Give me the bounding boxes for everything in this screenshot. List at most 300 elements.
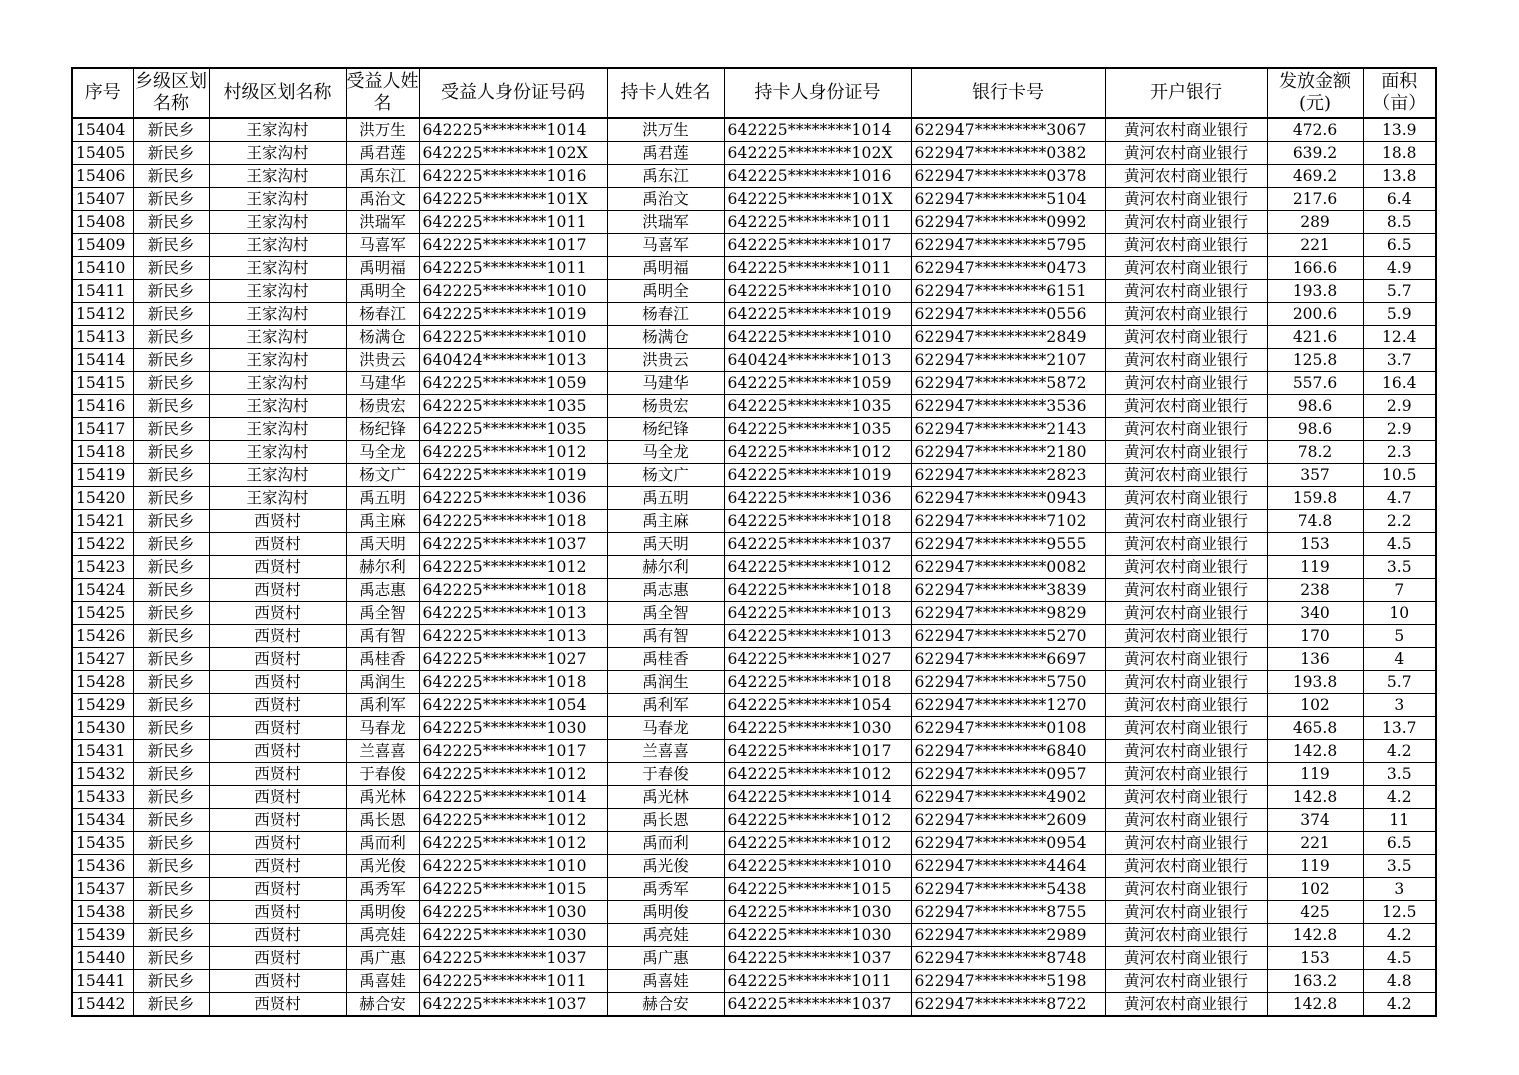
cell-bank-card-no: 622947*********8755 — [911, 901, 1105, 924]
cell-area: 12.4 — [1363, 326, 1436, 349]
cell-township: 新民乡 — [133, 901, 209, 924]
cell-bank: 黄河农村商业银行 — [1105, 625, 1267, 648]
cell-bank: 黄河农村商业银行 — [1105, 118, 1267, 142]
cell-beneficiary-name: 禹长恩 — [346, 809, 419, 832]
cell-cardholder-id: 642225********1035 — [724, 418, 911, 441]
cell-serial-no: 15413 — [72, 326, 133, 349]
cell-beneficiary-name: 禹天明 — [346, 533, 419, 556]
cell-village: 王家沟村 — [209, 257, 346, 280]
cell-cardholder-id: 642225********1010 — [724, 326, 911, 349]
header-area: 面积（亩） — [1363, 68, 1436, 118]
table-row — [72, 142, 1436, 165]
cell-bank-card-no: 622947*********5104 — [911, 188, 1105, 211]
cell-serial-no: 15412 — [72, 303, 133, 326]
cell-township: 新民乡 — [133, 648, 209, 671]
table-row — [72, 901, 1436, 924]
cell-beneficiary-name: 禹明俊 — [346, 901, 419, 924]
cell-beneficiary-id: 642225********1030 — [419, 717, 607, 740]
cell-amount: 119 — [1267, 556, 1363, 579]
table-row — [72, 625, 1436, 648]
cell-serial-no: 15421 — [72, 510, 133, 533]
cell-cardholder-name: 杨贵宏 — [607, 395, 724, 418]
cell-cardholder-id: 642225********1019 — [724, 303, 911, 326]
cell-area: 12.5 — [1363, 901, 1436, 924]
cell-village: 王家沟村 — [209, 118, 346, 142]
cell-serial-no: 15426 — [72, 625, 133, 648]
table-row — [72, 165, 1436, 188]
cell-beneficiary-id: 642225********1030 — [419, 924, 607, 947]
header-serial-no: 序号 — [72, 68, 133, 118]
cell-amount: 98.6 — [1267, 395, 1363, 418]
cell-area: 3 — [1363, 694, 1436, 717]
cell-beneficiary-name: 于春俊 — [346, 763, 419, 786]
cell-serial-no: 15423 — [72, 556, 133, 579]
cell-village: 西贤村 — [209, 763, 346, 786]
cell-amount: 193.8 — [1267, 280, 1363, 303]
header-bank-card-no: 银行卡号 — [911, 68, 1105, 118]
cell-cardholder-name: 兰喜喜 — [607, 740, 724, 763]
cell-bank: 黄河农村商业银行 — [1105, 602, 1267, 625]
cell-cardholder-name: 马喜军 — [607, 234, 724, 257]
cell-village: 王家沟村 — [209, 165, 346, 188]
table-row — [72, 602, 1436, 625]
cell-area: 2.9 — [1363, 418, 1436, 441]
cell-bank-card-no: 622947*********0473 — [911, 257, 1105, 280]
cell-beneficiary-name: 禹主麻 — [346, 510, 419, 533]
cell-beneficiary-id: 642225********1035 — [419, 418, 607, 441]
cell-beneficiary-id: 642225********1037 — [419, 533, 607, 556]
table-row — [72, 372, 1436, 395]
cell-serial-no: 15420 — [72, 487, 133, 510]
cell-serial-no: 15441 — [72, 970, 133, 993]
cell-cardholder-name: 马春龙 — [607, 717, 724, 740]
table-body — [72, 118, 1436, 1016]
cell-bank-card-no: 622947*********2143 — [911, 418, 1105, 441]
cell-amount: 153 — [1267, 947, 1363, 970]
cell-area: 13.8 — [1363, 165, 1436, 188]
cell-village: 西贤村 — [209, 970, 346, 993]
cell-beneficiary-id: 642225********1019 — [419, 464, 607, 487]
cell-cardholder-name: 洪贵云 — [607, 349, 724, 372]
cell-bank: 黄河农村商业银行 — [1105, 510, 1267, 533]
cell-cardholder-id: 642225********1011 — [724, 970, 911, 993]
cell-cardholder-id: 642225********1010 — [724, 280, 911, 303]
cell-beneficiary-id: 642225********1030 — [419, 901, 607, 924]
cell-bank-card-no: 622947*********2849 — [911, 326, 1105, 349]
table-row — [72, 441, 1436, 464]
cell-cardholder-name: 禹有智 — [607, 625, 724, 648]
cell-area: 4 — [1363, 648, 1436, 671]
table-row — [72, 280, 1436, 303]
cell-bank-card-no: 622947*********6697 — [911, 648, 1105, 671]
cell-cardholder-id: 642225********1016 — [724, 165, 911, 188]
cell-amount: 193.8 — [1267, 671, 1363, 694]
cell-area: 6.5 — [1363, 832, 1436, 855]
table-row — [72, 579, 1436, 602]
cell-beneficiary-name: 禹喜娃 — [346, 970, 419, 993]
header-beneficiary-name: 受益人姓名 — [346, 68, 419, 118]
cell-amount: 102 — [1267, 694, 1363, 717]
cell-cardholder-id: 642225********1054 — [724, 694, 911, 717]
cell-serial-no: 15404 — [72, 118, 133, 142]
cell-cardholder-id: 642225********1013 — [724, 602, 911, 625]
cell-amount: 163.2 — [1267, 970, 1363, 993]
cell-beneficiary-name: 禹五明 — [346, 487, 419, 510]
cell-area: 6.5 — [1363, 234, 1436, 257]
cell-cardholder-name: 禹秀军 — [607, 878, 724, 901]
cell-beneficiary-id: 642225********1017 — [419, 234, 607, 257]
cell-amount: 425 — [1267, 901, 1363, 924]
cell-cardholder-name: 禹全智 — [607, 602, 724, 625]
cell-serial-no: 15429 — [72, 694, 133, 717]
cell-village: 西贤村 — [209, 556, 346, 579]
cell-cardholder-name: 禹明福 — [607, 257, 724, 280]
table-row — [72, 118, 1436, 142]
cell-amount: 221 — [1267, 832, 1363, 855]
cell-township: 新民乡 — [133, 510, 209, 533]
cell-township: 新民乡 — [133, 211, 209, 234]
cell-beneficiary-name: 马全龙 — [346, 441, 419, 464]
cell-cardholder-name: 禹喜娃 — [607, 970, 724, 993]
cell-township: 新民乡 — [133, 188, 209, 211]
cell-cardholder-name: 禹亮娃 — [607, 924, 724, 947]
cell-village: 西贤村 — [209, 625, 346, 648]
cell-area: 10 — [1363, 602, 1436, 625]
header-row — [72, 68, 1436, 118]
cell-village: 王家沟村 — [209, 188, 346, 211]
cell-bank: 黄河农村商业银行 — [1105, 993, 1267, 1017]
cell-amount: 119 — [1267, 763, 1363, 786]
cell-serial-no: 15433 — [72, 786, 133, 809]
cell-serial-no: 15436 — [72, 855, 133, 878]
cell-bank-card-no: 622947*********3067 — [911, 118, 1105, 142]
cell-village: 王家沟村 — [209, 234, 346, 257]
table-row — [72, 303, 1436, 326]
cell-serial-no: 15408 — [72, 211, 133, 234]
cell-beneficiary-id: 642225********1018 — [419, 579, 607, 602]
cell-area: 3.5 — [1363, 556, 1436, 579]
cell-beneficiary-id: 642225********1014 — [419, 118, 607, 142]
cell-village: 西贤村 — [209, 671, 346, 694]
cell-serial-no: 15434 — [72, 809, 133, 832]
cell-bank: 黄河农村商业银行 — [1105, 855, 1267, 878]
cell-amount: 102 — [1267, 878, 1363, 901]
cell-area: 4.5 — [1363, 947, 1436, 970]
cell-cardholder-id: 642225********1017 — [724, 740, 911, 763]
cell-cardholder-id: 642225********1019 — [724, 464, 911, 487]
header-cardholder-name: 持卡人姓名 — [607, 68, 724, 118]
cell-bank: 黄河农村商业银行 — [1105, 556, 1267, 579]
table-row — [72, 464, 1436, 487]
cell-cardholder-name: 马建华 — [607, 372, 724, 395]
cell-amount: 221 — [1267, 234, 1363, 257]
header-village: 村级区划名称 — [209, 68, 346, 118]
cell-village: 西贤村 — [209, 924, 346, 947]
cell-beneficiary-name: 禹而利 — [346, 832, 419, 855]
cell-bank-card-no: 622947*********8748 — [911, 947, 1105, 970]
cell-bank-card-no: 622947*********5872 — [911, 372, 1105, 395]
header-bank: 开户银行 — [1105, 68, 1267, 118]
cell-beneficiary-id: 642225********1013 — [419, 602, 607, 625]
cell-beneficiary-name: 禹光俊 — [346, 855, 419, 878]
cell-township: 新民乡 — [133, 625, 209, 648]
cell-bank-card-no: 622947*********2823 — [911, 464, 1105, 487]
cell-township: 新民乡 — [133, 947, 209, 970]
cell-cardholder-id: 642225********1015 — [724, 878, 911, 901]
cell-area: 2.2 — [1363, 510, 1436, 533]
cell-bank: 黄河农村商业银行 — [1105, 694, 1267, 717]
cell-bank-card-no: 622947*********3536 — [911, 395, 1105, 418]
cell-amount: 217.6 — [1267, 188, 1363, 211]
cell-bank-card-no: 622947*********8722 — [911, 993, 1105, 1017]
cell-bank-card-no: 622947*********5438 — [911, 878, 1105, 901]
cell-beneficiary-id: 642225********1011 — [419, 257, 607, 280]
table-row — [72, 717, 1436, 740]
cell-beneficiary-id: 642225********1012 — [419, 832, 607, 855]
cell-village: 王家沟村 — [209, 303, 346, 326]
table-row — [72, 487, 1436, 510]
cell-bank-card-no: 622947*********7102 — [911, 510, 1105, 533]
cell-beneficiary-name: 禹全智 — [346, 602, 419, 625]
cell-amount: 421.6 — [1267, 326, 1363, 349]
cell-beneficiary-id: 642225********1019 — [419, 303, 607, 326]
cell-bank: 黄河农村商业银行 — [1105, 349, 1267, 372]
cell-beneficiary-id: 642225********1037 — [419, 993, 607, 1017]
cell-bank: 黄河农村商业银行 — [1105, 924, 1267, 947]
cell-bank-card-no: 622947*********2180 — [911, 441, 1105, 464]
cell-amount: 170 — [1267, 625, 1363, 648]
cell-cardholder-id: 642225********101X — [724, 188, 911, 211]
cell-bank-card-no: 622947*********5795 — [911, 234, 1105, 257]
cell-village: 王家沟村 — [209, 211, 346, 234]
cell-beneficiary-id: 642225********1012 — [419, 556, 607, 579]
cell-village: 西贤村 — [209, 901, 346, 924]
cell-beneficiary-id: 642225********1037 — [419, 947, 607, 970]
cell-village: 西贤村 — [209, 809, 346, 832]
cell-cardholder-name: 禹治文 — [607, 188, 724, 211]
cell-bank: 黄河农村商业银行 — [1105, 878, 1267, 901]
cell-township: 新民乡 — [133, 671, 209, 694]
cell-cardholder-id: 642225********1017 — [724, 234, 911, 257]
cell-bank-card-no: 622947*********4464 — [911, 855, 1105, 878]
table-row — [72, 878, 1436, 901]
cell-bank: 黄河农村商业银行 — [1105, 303, 1267, 326]
cell-bank-card-no: 622947*********3839 — [911, 579, 1105, 602]
cell-serial-no: 15427 — [72, 648, 133, 671]
cell-serial-no: 15418 — [72, 441, 133, 464]
cell-amount: 465.8 — [1267, 717, 1363, 740]
cell-bank: 黄河农村商业银行 — [1105, 395, 1267, 418]
cell-serial-no: 15437 — [72, 878, 133, 901]
cell-beneficiary-id: 640424********1013 — [419, 349, 607, 372]
cell-cardholder-name: 禹主麻 — [607, 510, 724, 533]
cell-cardholder-name: 杨文广 — [607, 464, 724, 487]
cell-village: 王家沟村 — [209, 326, 346, 349]
cell-area: 3 — [1363, 878, 1436, 901]
cell-beneficiary-name: 马建华 — [346, 372, 419, 395]
cell-village: 王家沟村 — [209, 395, 346, 418]
cell-bank-card-no: 622947*********5750 — [911, 671, 1105, 694]
cell-cardholder-name: 洪万生 — [607, 118, 724, 142]
cell-township: 新民乡 — [133, 579, 209, 602]
cell-cardholder-id: 642225********1030 — [724, 924, 911, 947]
cell-township: 新民乡 — [133, 418, 209, 441]
cell-bank-card-no: 622947*********2107 — [911, 349, 1105, 372]
cell-bank-card-no: 622947*********2989 — [911, 924, 1105, 947]
cell-beneficiary-id: 642225********1015 — [419, 878, 607, 901]
table-row — [72, 809, 1436, 832]
table-row — [72, 188, 1436, 211]
cell-bank: 黄河农村商业银行 — [1105, 142, 1267, 165]
cell-serial-no: 15414 — [72, 349, 133, 372]
cell-village: 西贤村 — [209, 993, 346, 1017]
cell-serial-no: 15422 — [72, 533, 133, 556]
cell-serial-no: 15419 — [72, 464, 133, 487]
cell-amount: 98.6 — [1267, 418, 1363, 441]
cell-beneficiary-id: 642225********1013 — [419, 625, 607, 648]
cell-township: 新民乡 — [133, 924, 209, 947]
cell-bank-card-no: 622947*********0082 — [911, 556, 1105, 579]
cell-village: 王家沟村 — [209, 441, 346, 464]
header-beneficiary-id: 受益人身份证号码 — [419, 68, 607, 118]
cell-beneficiary-id: 642225********1012 — [419, 441, 607, 464]
cell-cardholder-id: 642225********1012 — [724, 763, 911, 786]
cell-beneficiary-name: 禹广惠 — [346, 947, 419, 970]
table-row — [72, 349, 1436, 372]
cell-bank: 黄河农村商业银行 — [1105, 970, 1267, 993]
cell-village: 王家沟村 — [209, 372, 346, 395]
cell-bank-card-no: 622947*********0954 — [911, 832, 1105, 855]
cell-cardholder-id: 640424********1013 — [724, 349, 911, 372]
cell-cardholder-id: 642225********1018 — [724, 510, 911, 533]
cell-beneficiary-name: 禹有智 — [346, 625, 419, 648]
table-row — [72, 556, 1436, 579]
cell-bank-card-no: 622947*********0378 — [911, 165, 1105, 188]
cell-township: 新民乡 — [133, 533, 209, 556]
cell-area: 4.2 — [1363, 993, 1436, 1017]
cell-serial-no: 15417 — [72, 418, 133, 441]
cell-township: 新民乡 — [133, 257, 209, 280]
cell-bank: 黄河农村商业银行 — [1105, 763, 1267, 786]
cell-amount: 142.8 — [1267, 740, 1363, 763]
cell-cardholder-id: 642225********1011 — [724, 211, 911, 234]
cell-area: 6.4 — [1363, 188, 1436, 211]
table-row — [72, 671, 1436, 694]
cell-township: 新民乡 — [133, 878, 209, 901]
cell-serial-no: 15442 — [72, 993, 133, 1017]
cell-area: 4.2 — [1363, 740, 1436, 763]
cell-township: 新民乡 — [133, 165, 209, 188]
cell-serial-no: 15411 — [72, 280, 133, 303]
cell-bank-card-no: 622947*********4902 — [911, 786, 1105, 809]
cell-amount: 472.6 — [1267, 118, 1363, 142]
cell-area: 2.9 — [1363, 395, 1436, 418]
cell-bank-card-no: 622947*********0382 — [911, 142, 1105, 165]
cell-township: 新民乡 — [133, 694, 209, 717]
table-row — [72, 257, 1436, 280]
cell-area: 8.5 — [1363, 211, 1436, 234]
cell-area: 3.5 — [1363, 763, 1436, 786]
table-row — [72, 234, 1436, 257]
cell-area: 7 — [1363, 579, 1436, 602]
cell-cardholder-id: 642225********1011 — [724, 257, 911, 280]
cell-beneficiary-id: 642225********1011 — [419, 970, 607, 993]
cell-cardholder-id: 642225********1012 — [724, 556, 911, 579]
cell-beneficiary-name: 杨满仓 — [346, 326, 419, 349]
cell-village: 西贤村 — [209, 648, 346, 671]
cell-township: 新民乡 — [133, 441, 209, 464]
cell-cardholder-id: 642225********1037 — [724, 947, 911, 970]
cell-bank: 黄河农村商业银行 — [1105, 418, 1267, 441]
cell-serial-no: 15407 — [72, 188, 133, 211]
cell-area: 18.8 — [1363, 142, 1436, 165]
cell-beneficiary-id: 642225********1012 — [419, 809, 607, 832]
cell-township: 新民乡 — [133, 349, 209, 372]
cell-cardholder-name: 禹东江 — [607, 165, 724, 188]
cell-area: 3.7 — [1363, 349, 1436, 372]
cell-beneficiary-name: 杨春江 — [346, 303, 419, 326]
cell-village: 王家沟村 — [209, 487, 346, 510]
cell-amount: 159.8 — [1267, 487, 1363, 510]
cell-township: 新民乡 — [133, 809, 209, 832]
cell-serial-no: 15428 — [72, 671, 133, 694]
table-row — [72, 993, 1436, 1017]
cell-cardholder-name: 禹明全 — [607, 280, 724, 303]
cell-village: 西贤村 — [209, 947, 346, 970]
cell-village: 西贤村 — [209, 510, 346, 533]
cell-beneficiary-id: 642225********1011 — [419, 211, 607, 234]
cell-township: 新民乡 — [133, 142, 209, 165]
cell-village: 西贤村 — [209, 855, 346, 878]
cell-bank: 黄河农村商业银行 — [1105, 372, 1267, 395]
cell-area: 13.9 — [1363, 118, 1436, 142]
cell-bank-card-no: 622947*********6151 — [911, 280, 1105, 303]
cell-cardholder-name: 禹而利 — [607, 832, 724, 855]
cell-township: 新民乡 — [133, 372, 209, 395]
cell-cardholder-name: 禹明俊 — [607, 901, 724, 924]
cell-area: 16.4 — [1363, 372, 1436, 395]
cell-township: 新民乡 — [133, 280, 209, 303]
cell-cardholder-name: 禹广惠 — [607, 947, 724, 970]
cell-township: 新民乡 — [133, 118, 209, 142]
cell-bank: 黄河农村商业银行 — [1105, 211, 1267, 234]
table-row — [72, 211, 1436, 234]
table-row — [72, 855, 1436, 878]
cell-township: 新民乡 — [133, 487, 209, 510]
cell-beneficiary-id: 642225********1014 — [419, 786, 607, 809]
cell-township: 新民乡 — [133, 326, 209, 349]
cell-amount: 136 — [1267, 648, 1363, 671]
cell-cardholder-name: 禹君莲 — [607, 142, 724, 165]
cell-cardholder-id: 642225********1014 — [724, 786, 911, 809]
cell-cardholder-id: 642225********1035 — [724, 395, 911, 418]
cell-cardholder-name: 禹长恩 — [607, 809, 724, 832]
cell-area: 13.7 — [1363, 717, 1436, 740]
cell-cardholder-id: 642225********1059 — [724, 372, 911, 395]
cell-cardholder-id: 642225********1037 — [724, 533, 911, 556]
cell-village: 西贤村 — [209, 740, 346, 763]
cell-amount: 340 — [1267, 602, 1363, 625]
cell-beneficiary-name: 禹利军 — [346, 694, 419, 717]
cell-bank-card-no: 622947*********0556 — [911, 303, 1105, 326]
cell-serial-no: 15438 — [72, 901, 133, 924]
cell-bank: 黄河农村商业银行 — [1105, 832, 1267, 855]
table-row — [72, 740, 1436, 763]
cell-township: 新民乡 — [133, 993, 209, 1017]
cell-township: 新民乡 — [133, 832, 209, 855]
cell-area: 11 — [1363, 809, 1436, 832]
cell-area: 4.2 — [1363, 924, 1436, 947]
